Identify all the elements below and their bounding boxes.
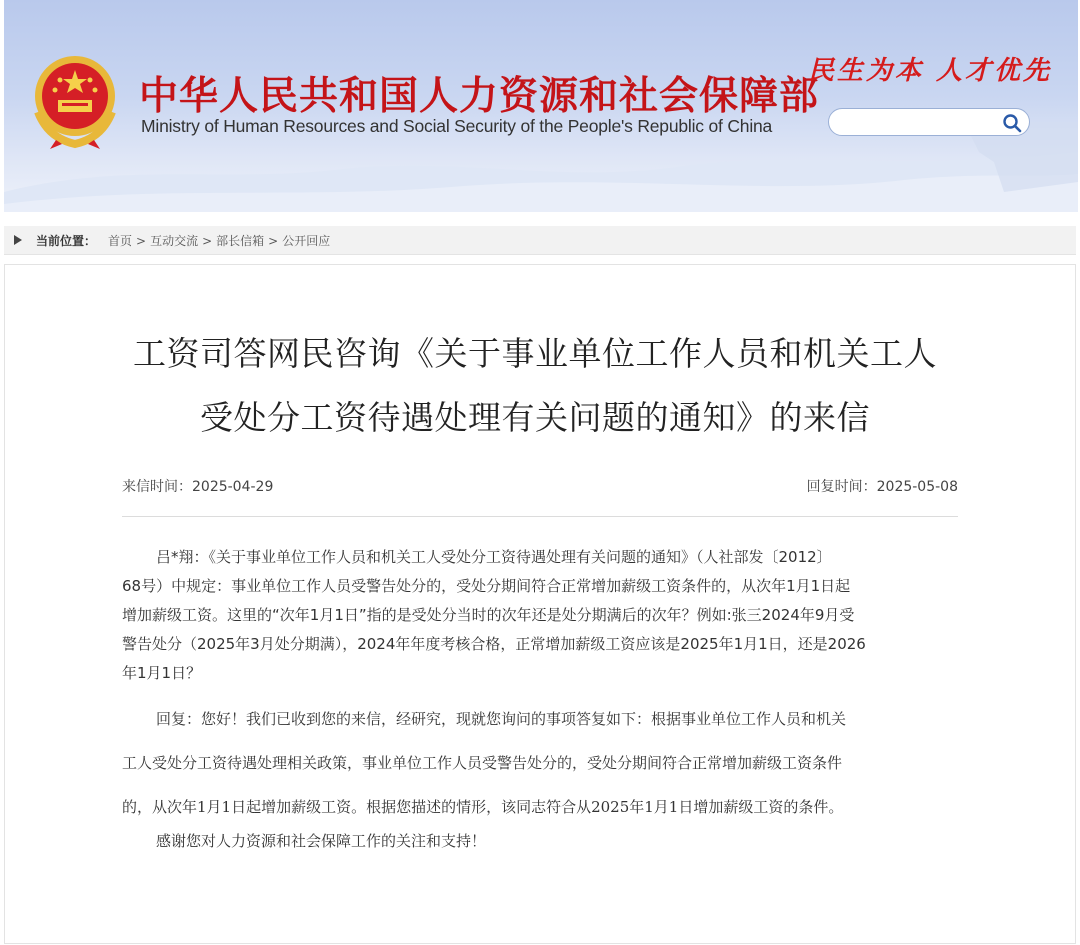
search-icon[interactable]: [1002, 113, 1022, 133]
national-emblem-icon[interactable]: [28, 52, 122, 150]
breadcrumb-separator: >: [202, 234, 213, 248]
answer-line: 的，从次年1月1日起增加薪级工资。根据您描述的情形，该同志符合从2025年1月1日增加薪级工资的条件。: [122, 798, 844, 816]
divider: [122, 516, 958, 517]
breadcrumb-label: 当前位置：: [36, 234, 97, 248]
search-input[interactable]: [841, 112, 1005, 134]
breadcrumb-item-minister-mailbox[interactable]: 部长信箱: [216, 234, 265, 248]
breadcrumb-separator: >: [136, 234, 147, 248]
search-box: [828, 108, 1030, 136]
question-line: 68号）中规定：事业单位工作人员受警告处分的，受处分期间符合正常增加薪级工资条件的，从次年1月1日起: [122, 577, 851, 595]
reply-time: 回复时间：2025-05-08: [806, 479, 958, 495]
breadcrumb-trail: [108, 232, 330, 249]
question-line: 增加薪级工资。这里的“次年1月1日”指的是受处分当时的次年还是处分期满后的次年？例如:张三2024年9月受: [122, 606, 855, 624]
question-line: 年1月1日？: [122, 664, 202, 682]
site-header-banner: [4, 0, 1078, 212]
article-title-line-2: 受处分工资待遇处理有关问题的通知》的来信: [200, 398, 870, 437]
site-title-cn: 中华人民共和国人力资源和社会保障部: [139, 74, 820, 119]
site-slogan: 民生为本 人才优先: [808, 56, 1053, 86]
answer-line: 回复：您好！我们已收到您的来信，经研究，现就您询问的事项答复如下：根据事业单位工作人员和机关: [156, 710, 847, 728]
triangle-right-icon: [14, 235, 22, 245]
breadcrumb-separator: >: [268, 234, 279, 248]
site-title-en: Ministry of Human Resources and Social Security of the People's Republic of China: [141, 116, 773, 136]
question-line: 吕*翔：《关于事业单位工作人员和机关工人受处分工资待遇处理有关问题的通知》（人社部发〔2012〕: [156, 548, 832, 566]
answer-line: 工人受处分工资待遇处理相关政策，事业单位工作人员受警告处分的，受处分期间符合正常增加薪级工资条件: [122, 754, 843, 772]
question-paragraph: [122, 543, 958, 688]
breadcrumb-item-interaction[interactable]: 互动交流: [150, 234, 199, 248]
question-line: 警告处分（2025年3月处分期满），2024年年度考核合格，正常增加薪级工资应该是2025年1月1日，还是2026: [122, 635, 866, 653]
breadcrumb-item-public-response[interactable]: 公开回应: [282, 234, 331, 248]
breadcrumb-item-home[interactable]: 首页: [108, 234, 133, 248]
article-title-line-1: 工资司答网民咨询《关于事业单位工作人员和机关工人: [133, 334, 937, 373]
breadcrumb: [4, 226, 1076, 255]
sent-time: 来信时间：2025-04-29: [122, 479, 274, 495]
thanks-paragraph: 感谢您对人力资源和社会保障工作的关注和支持！: [156, 832, 487, 850]
answer-paragraph: [122, 697, 958, 829]
